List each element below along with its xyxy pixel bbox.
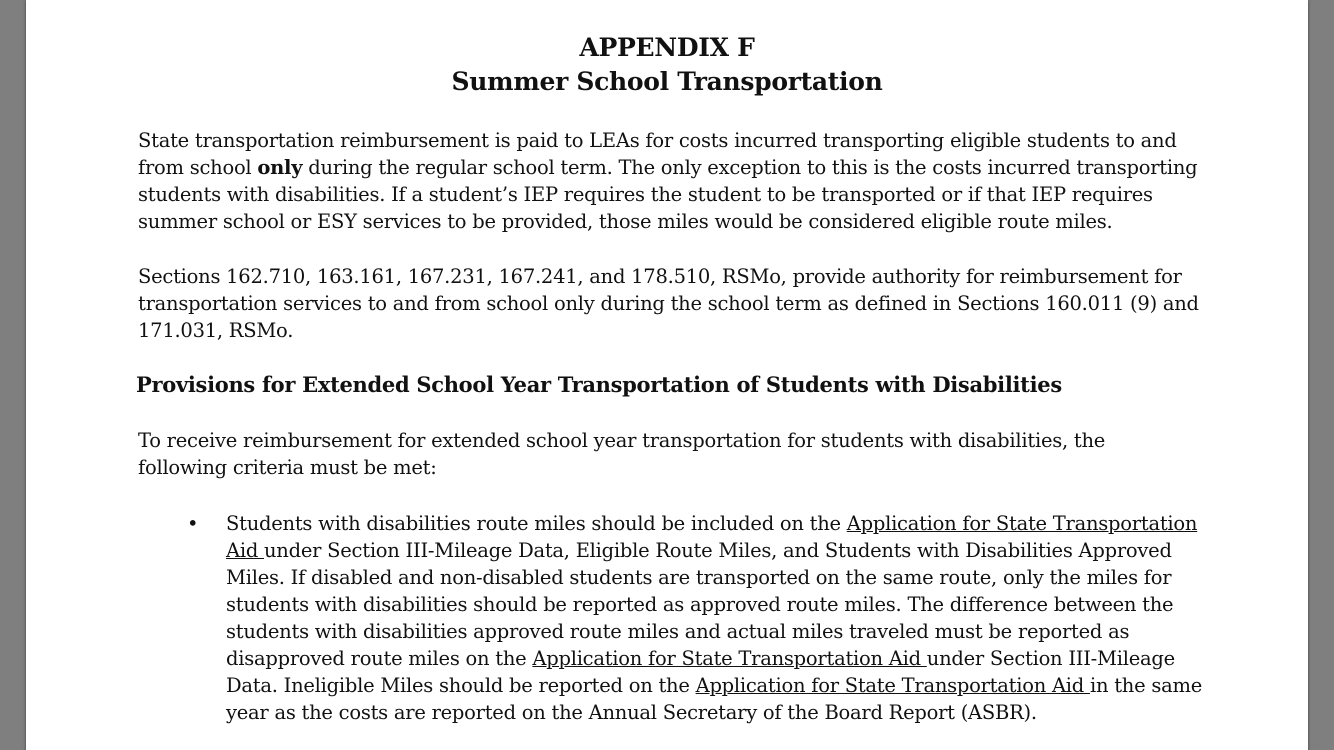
paragraph-line: students with disabilities approved route miles and actual miles traveled must be reported as: [226, 620, 1130, 643]
paragraph-line: students with disabilities should be reported as approved route miles. The difference between the: [226, 593, 1174, 616]
paragraph-line: Data. Ineligible Miles should be reported on the Application for State Transportation Aid in the same: [226, 674, 1203, 697]
paragraph-line: Sections 162.710, 163.161, 167.231, 167.241, and 178.510, RSMo, provide authority for reimbursement for: [138, 265, 1182, 288]
paragraph-line: transportation services to and from school only during the school term as defined in Sections 160.011 (9) and: [138, 292, 1199, 315]
paragraph-line: 171.031, RSMo.: [138, 319, 294, 342]
paragraph-line: from school only during the regular school term. The only exception to this is the costs incurred transporting: [138, 156, 1198, 179]
paragraph-line: Students with disabilities route miles should be included on the Application for State Transportation: [226, 512, 1198, 535]
paragraph-statutes: [138, 263, 1198, 344]
paragraph-line: Miles. If disabled and non-disabled students are transported on the same route, only the miles for: [226, 566, 1172, 589]
paragraph-line: Aid under Section III-Mileage Data, Eligible Route Miles, and Students with Disabilities Approved: [226, 539, 1172, 562]
paragraph-line: summer school or ESY services to be provided, those miles would be considered eligible route miles.: [138, 210, 1113, 233]
paragraph-line: year as the costs are reported on the Annual Secretary of the Board Report (ASBR).: [226, 701, 1037, 724]
paragraph-line: following criteria must be met:: [138, 456, 437, 479]
emphasis-only: only: [257, 156, 303, 179]
appendix-subtitle: Summer School Transportation: [451, 67, 883, 96]
section-heading: Provisions for Extended School Year Transportation of Students with Disabilities: [136, 372, 1062, 397]
paragraph-line: To receive reimbursement for extended school year transportation for students with disabilities, the: [138, 429, 1106, 452]
bullet-icon: •: [187, 512, 199, 535]
paragraph-criteria-intro: [138, 427, 1198, 481]
appendix-title: APPENDIX F: [579, 33, 755, 62]
application-link[interactable]: Application for State Transportation Aid: [532, 647, 927, 670]
paragraph-line: students with disabilities. If a student’s IEP requires the student to be transported or if that IEP requires: [138, 183, 1153, 206]
application-link[interactable]: Application for State Transportation: [846, 512, 1198, 535]
paragraph-line: disapproved route miles on the Application for State Transportation Aid under Section III-Mileage: [226, 647, 1175, 670]
document-page: [26, 0, 1308, 750]
paragraph-reimbursement: [138, 127, 1198, 235]
application-link[interactable]: Aid: [226, 539, 264, 562]
list-item: [226, 510, 1206, 726]
paragraph-line: State transportation reimbursement is paid to LEAs for costs incurred transporting eligible students to and: [138, 129, 1177, 152]
application-link[interactable]: Application for State Transportation Aid: [695, 674, 1090, 697]
